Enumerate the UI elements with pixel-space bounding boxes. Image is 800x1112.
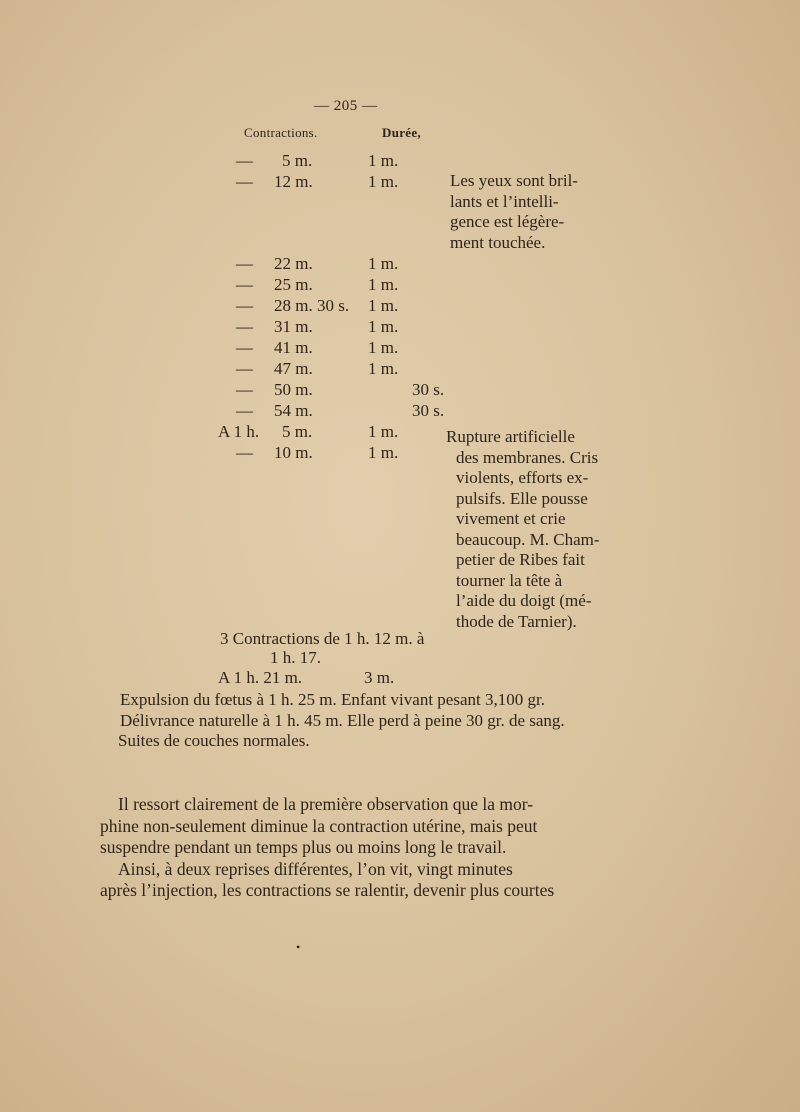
row-prefix: —	[236, 172, 253, 191]
header-contractions: Contractions.	[244, 125, 318, 140]
row-prefix: —	[236, 380, 253, 399]
paragraph-line: Suites de couches normales.	[118, 731, 310, 750]
row-prefix: —	[236, 443, 253, 462]
note-line: Rupture artificielle	[446, 427, 575, 446]
row-contraction: 5 m.	[282, 151, 313, 170]
row-contraction: 10 m.	[274, 443, 313, 462]
row-prefix: —	[236, 254, 253, 273]
row-prefix: —	[236, 296, 253, 315]
note-eyes	[450, 171, 578, 253]
note-line: l’aide du doigt (mé-	[456, 591, 592, 610]
note-line: vivement et crie	[456, 509, 566, 528]
row-duree: 1 m.	[368, 172, 399, 191]
row-duree: 1 m.	[368, 254, 399, 273]
row-contraction: 25 m.	[274, 275, 313, 294]
row-extra: 30 s.	[412, 401, 445, 420]
row-duree: 1 m.	[368, 359, 399, 378]
row-prefix: A 1 h.	[218, 422, 260, 441]
row-prefix: —	[236, 275, 253, 294]
paragraph-line: après l’injection, les contractions se ralentir, devenir plus courtes	[100, 880, 555, 900]
row-duree: 1 m.	[368, 338, 399, 357]
row-contraction: 41 m.	[274, 338, 313, 357]
row-prefix: —	[236, 151, 253, 170]
three-contractions-line1: 3 Contractions de 1 h. 12 m. à	[220, 629, 425, 648]
note-line: des membranes. Cris	[456, 447, 599, 467]
row-contraction: 22 m.	[274, 254, 313, 273]
note-line: violents, efforts ex-	[456, 468, 589, 487]
note-line: gence est légère-	[450, 212, 565, 231]
row-prefix: —	[236, 338, 253, 357]
paragraph-line: suspendre pendant un temps plus ou moins long le travail.	[100, 837, 507, 857]
row-duree: 1 m.	[368, 296, 399, 315]
row-duree: 1 m.	[368, 317, 399, 336]
row-duree: 1 m.	[368, 422, 399, 441]
row-contraction: 28 m. 30 s.	[274, 296, 350, 315]
paragraph-line: Délivrance naturelle à 1 h. 45 m. Elle perd à peine 30 gr. de sang.	[120, 710, 565, 730]
page-number: — 205 —	[314, 98, 378, 114]
row-prefix: —	[236, 359, 253, 378]
row-contraction: 47 m.	[274, 359, 313, 378]
note-line: beaucoup. M. Cham-	[456, 529, 600, 549]
note-line: thode de Tarnier).	[456, 611, 577, 631]
header-duree: Durée,	[382, 125, 421, 140]
row-duree: 1 m.	[368, 275, 399, 294]
row-contraction: 12 m.	[274, 172, 313, 191]
paragraph-line: Expulsion du fœtus à 1 h. 25 m. Enfant vivant pesant 3,100 gr.	[120, 690, 545, 709]
row-contraction: 54 m.	[274, 401, 313, 420]
ink-speck: •	[296, 940, 301, 954]
note-line: lants et l’intelli-	[450, 191, 559, 211]
note-line: pulsifs. Elle pousse	[456, 488, 588, 508]
three-contractions-line2: 1 h. 17.	[270, 648, 321, 667]
row-contraction: 50 m.	[274, 380, 313, 399]
final-row-duree: 3 m.	[364, 668, 395, 687]
row-extra: 30 s.	[412, 380, 445, 399]
row-contraction: 31 m.	[274, 317, 313, 336]
final-row-prefix: A 1 h. 21 m.	[218, 668, 303, 687]
expulsion-paragraph	[118, 690, 565, 752]
note-line: petier de Ribes fait	[456, 550, 585, 569]
note-line: ment touchée.	[450, 232, 546, 252]
note-line: Les yeux sont bril-	[450, 171, 578, 190]
row-contraction: 5 m.	[282, 422, 313, 441]
row-prefix: —	[236, 317, 253, 336]
row-duree: 1 m.	[368, 443, 399, 462]
paragraph-line: phine non-seulement diminue la contraction utérine, mais peut	[100, 815, 538, 836]
paragraph-line: Ainsi, à deux reprises différentes, l’on vit, vingt minutes	[118, 858, 513, 879]
note-line: tourner la tête à	[456, 570, 563, 590]
paragraph-line: Il ressort clairement de la première observation que la mor-	[118, 794, 534, 814]
row-prefix: —	[236, 401, 253, 420]
conclusion-paragraph	[100, 794, 554, 902]
note-rupture	[444, 427, 600, 632]
row-duree: 1 m.	[368, 151, 399, 170]
